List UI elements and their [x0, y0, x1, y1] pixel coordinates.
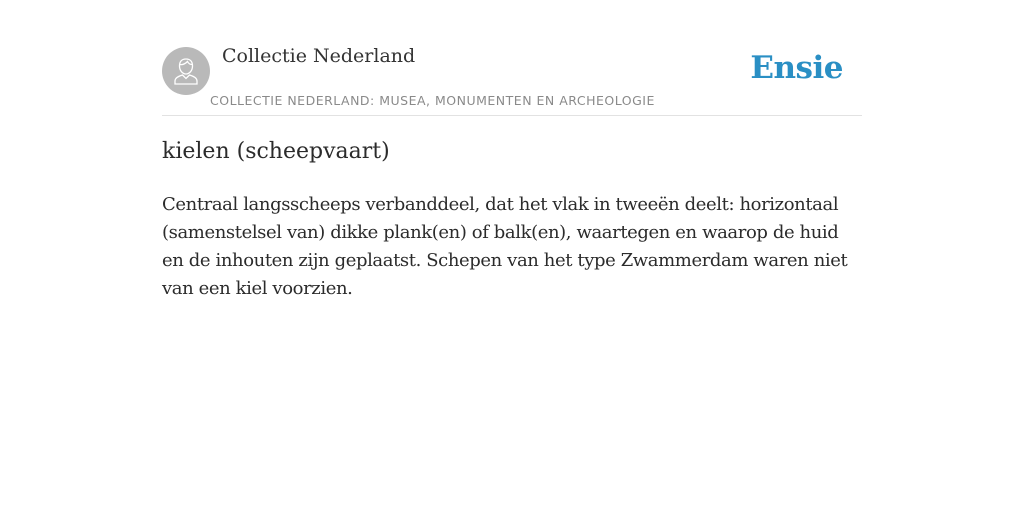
author-avatar[interactable]	[162, 47, 210, 95]
entry-header	[162, 40, 862, 116]
user-silhouette-icon	[171, 56, 201, 86]
ensie-logo[interactable]: Ensie	[750, 50, 843, 86]
entry-title: kielen (scheepvaart)	[162, 139, 390, 164]
source-label: COLLECTIE NEDERLAND: MUSEA, MONUMENTEN EN ARCHEOLOGIE	[210, 93, 655, 108]
author-name-link[interactable]: Collectie Nederland	[222, 45, 416, 67]
entry-definition: Centraal langsscheeps verbanddeel, dat het vlak in tweeën deelt: horizontaal (samenstelsel van) dikke plank(en) of balk(en), waartegen en waarop de huid en de inhouten zijn geplaatst. Schepen van het type Zwammerdam waren niet van een kiel voorzien.	[162, 194, 848, 299]
